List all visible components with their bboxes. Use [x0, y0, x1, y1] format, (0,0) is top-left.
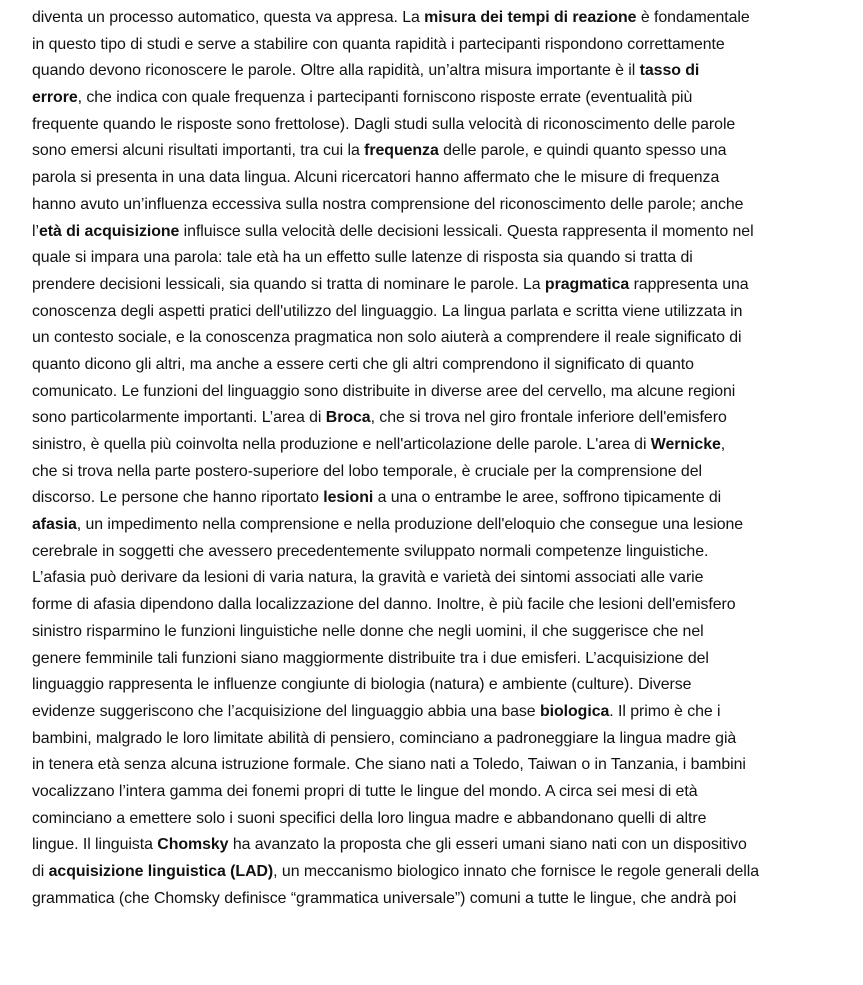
- text-run: , che si trova nel giro frontale inferiore dell'emisfero: [370, 409, 727, 427]
- text-line: [32, 485, 847, 512]
- text-run: l’: [32, 222, 39, 240]
- text-run: un contesto sociale, e la conoscenza pragmatica non solo aiuterà a comprendere il reale significato di: [32, 329, 742, 347]
- text-line: [32, 219, 847, 246]
- bold-term: Chomsky: [157, 836, 229, 854]
- text-run: in questo tipo di studi e serve a stabilire con quanta rapidità i partecipanti rispondono correttamente: [32, 35, 725, 53]
- text-run: lingue. Il linguista: [32, 836, 158, 854]
- text-run: sono emersi alcuni risultati importanti, tra cui la: [32, 142, 365, 160]
- bold-term: frequenza: [364, 142, 439, 160]
- text-line: [32, 459, 847, 486]
- text-run: discorso. Le persone che hanno riportato: [32, 489, 324, 507]
- text-run: comunicato. Le funzioni del linguaggio sono distribuite in diverse aree del cervello, ma alcune regioni: [32, 382, 736, 400]
- text-line: [32, 886, 847, 913]
- text-run: L’afasia può derivare da lesioni di varia natura, la gravità e varietà dei sintomi associati alle varie: [32, 569, 704, 587]
- text-run: in tenera età senza alcuna istruzione formale. Che siano nati a Toledo, Taiwan o in Tanzania, i bambini: [32, 756, 746, 774]
- bold-term: Wernicke: [650, 436, 721, 453]
- text-run: , un meccanismo biologico innato che fornisce le regole generali della: [273, 863, 760, 880]
- text-run: . Il primo è che i: [609, 702, 721, 720]
- text-run: è fondamentale: [636, 9, 750, 26]
- text-line: [32, 112, 847, 139]
- text-line: [32, 245, 847, 272]
- bold-term: biologica: [539, 702, 610, 720]
- text-line: [32, 138, 847, 165]
- text-line: [32, 299, 847, 326]
- text-line: [32, 432, 847, 459]
- text-line: [32, 672, 847, 699]
- text-line: [32, 779, 847, 806]
- text-line: [32, 565, 847, 592]
- text-line: [32, 379, 847, 406]
- bold-term: pragmatica: [544, 275, 630, 293]
- text-run: di: [32, 863, 49, 880]
- text-line: [32, 699, 847, 726]
- text-run: hanno avuto un’influenza eccessiva sulla nostra comprensione del riconoscimento delle parole; anche: [32, 195, 744, 213]
- text-line: [32, 325, 847, 352]
- text-line: [32, 405, 847, 432]
- bold-term: afasia: [32, 516, 77, 534]
- text-line: [32, 85, 847, 112]
- text-line: [32, 272, 847, 299]
- text-run: conoscenza degli aspetti pratici dell'utilizzo del linguaggio. La lingua parlata e scritta viene utilizzata in: [32, 302, 743, 320]
- text-run: che si trova nella parte postero-superiore del lobo temporale, è cruciale per la comprensione del: [32, 462, 702, 480]
- text-line: [32, 352, 847, 379]
- text-line: [32, 832, 847, 859]
- text-run: sinistro risparmino le funzioni linguistiche nelle donne che negli uomini, il che suggerisce che nel: [32, 622, 704, 640]
- text-line: [32, 646, 847, 673]
- text-line: [32, 859, 847, 886]
- text-run: sinistro, è quella più coinvolta nella produzione e nell'articolazione delle parole. L'area di: [32, 436, 651, 453]
- text-run: cominciano a emettere solo i suoni specifici della loro lingua madre e abbandonano quelli di altre: [32, 809, 707, 827]
- text-run: cerebrale in soggetti che avessero precedentemente sviluppato normali competenze linguistiche.: [32, 542, 709, 560]
- body-text: [32, 5, 847, 912]
- text-line: [32, 165, 847, 192]
- text-run: linguaggio rappresenta le influenze congiunte di biologia (natura) e ambiente (culture). Diverse: [32, 676, 692, 694]
- text-run: quando devono riconoscere le parole. Oltre alla rapidità, un’altra misura importante è il: [32, 62, 640, 80]
- text-line: [32, 752, 847, 779]
- bold-term: acquisizione linguistica (LAD): [48, 863, 274, 880]
- text-line: [32, 619, 847, 646]
- text-line: [32, 592, 847, 619]
- text-line: [32, 5, 847, 32]
- text-run: rappresenta una: [629, 275, 749, 293]
- bold-term: Broca: [325, 409, 371, 427]
- text-line: [32, 806, 847, 833]
- text-run: forme di afasia dipendono dalla localizzazione del danno. Inoltre, è più facile che lesioni dell'emisfero: [32, 596, 736, 614]
- text-run: sono particolarmente importanti. L’area di: [32, 409, 326, 427]
- bold-term: lesioni: [323, 489, 374, 507]
- text-line: [32, 539, 847, 566]
- text-run: delle parole, e quindi quanto spesso una: [438, 142, 727, 160]
- text-run: diventa un processo automatico, questa va appresa. La: [32, 9, 425, 26]
- text-run: , che indica con quale frequenza i partecipanti forniscono risposte errate (eventualità più: [77, 89, 693, 107]
- text-run: influisce sulla velocità delle decisioni lessicali. Questa rappresenta il momento nel: [179, 222, 754, 240]
- bold-term: errore: [32, 89, 78, 107]
- bold-term: età di acquisizione: [38, 222, 180, 240]
- text-run: evidenze suggeriscono che l’acquisizione del linguaggio abbia una base: [32, 702, 540, 720]
- text-run: ,: [720, 436, 726, 453]
- text-line: [32, 726, 847, 753]
- text-run: prendere decisioni lessicali, sia quando si tratta di nominare le parole. La: [32, 275, 545, 293]
- text-run: genere femminile tali funzioni siano maggiormente distribuite tra i due emisferi. L’acquisizione del: [32, 649, 709, 667]
- text-line: [32, 192, 847, 219]
- text-run: ha avanzato la proposta che gli esseri umani siano nati con un dispositivo: [228, 836, 747, 854]
- text-line: [32, 512, 847, 539]
- text-line: [32, 32, 847, 59]
- text-line: [32, 58, 847, 85]
- text-run: , un impedimento nella comprensione e nella produzione dell'eloquio che consegue una lesione: [76, 516, 744, 534]
- text-run: frequente quando le risposte sono frettolose). Dagli studi sulla velocità di riconoscimento delle parole: [32, 115, 736, 133]
- text-run: quanto dicono gli altri, ma anche a essere certi che gli altri comprendono il significato di quanto: [32, 355, 694, 373]
- text-run: grammatica (che Chomsky definisce “grammatica universale”) comuni a tutte le lingue, che andrà poi: [32, 889, 737, 907]
- text-run: quale si impara una parola: tale età ha un effetto sulle latenze di risposta sia quando si tratta di: [32, 249, 693, 267]
- bold-term: tasso di: [639, 62, 700, 80]
- text-run: a una o entrambe le aree, soffrono tipicamente di: [373, 489, 722, 507]
- text-run: vocalizzano l’intera gamma dei fonemi propri di tutte le lingue del mondo. A circa sei mesi di età: [32, 782, 698, 800]
- bold-term: misura dei tempi di reazione: [424, 9, 637, 26]
- text-run: parola si presenta in una data lingua. Alcuni ricercatori hanno affermato che le misure di frequenza: [32, 169, 720, 187]
- text-run: bambini, malgrado le loro limitate abilità di pensiero, cominciano a padroneggiare la lingua madre già: [32, 729, 737, 747]
